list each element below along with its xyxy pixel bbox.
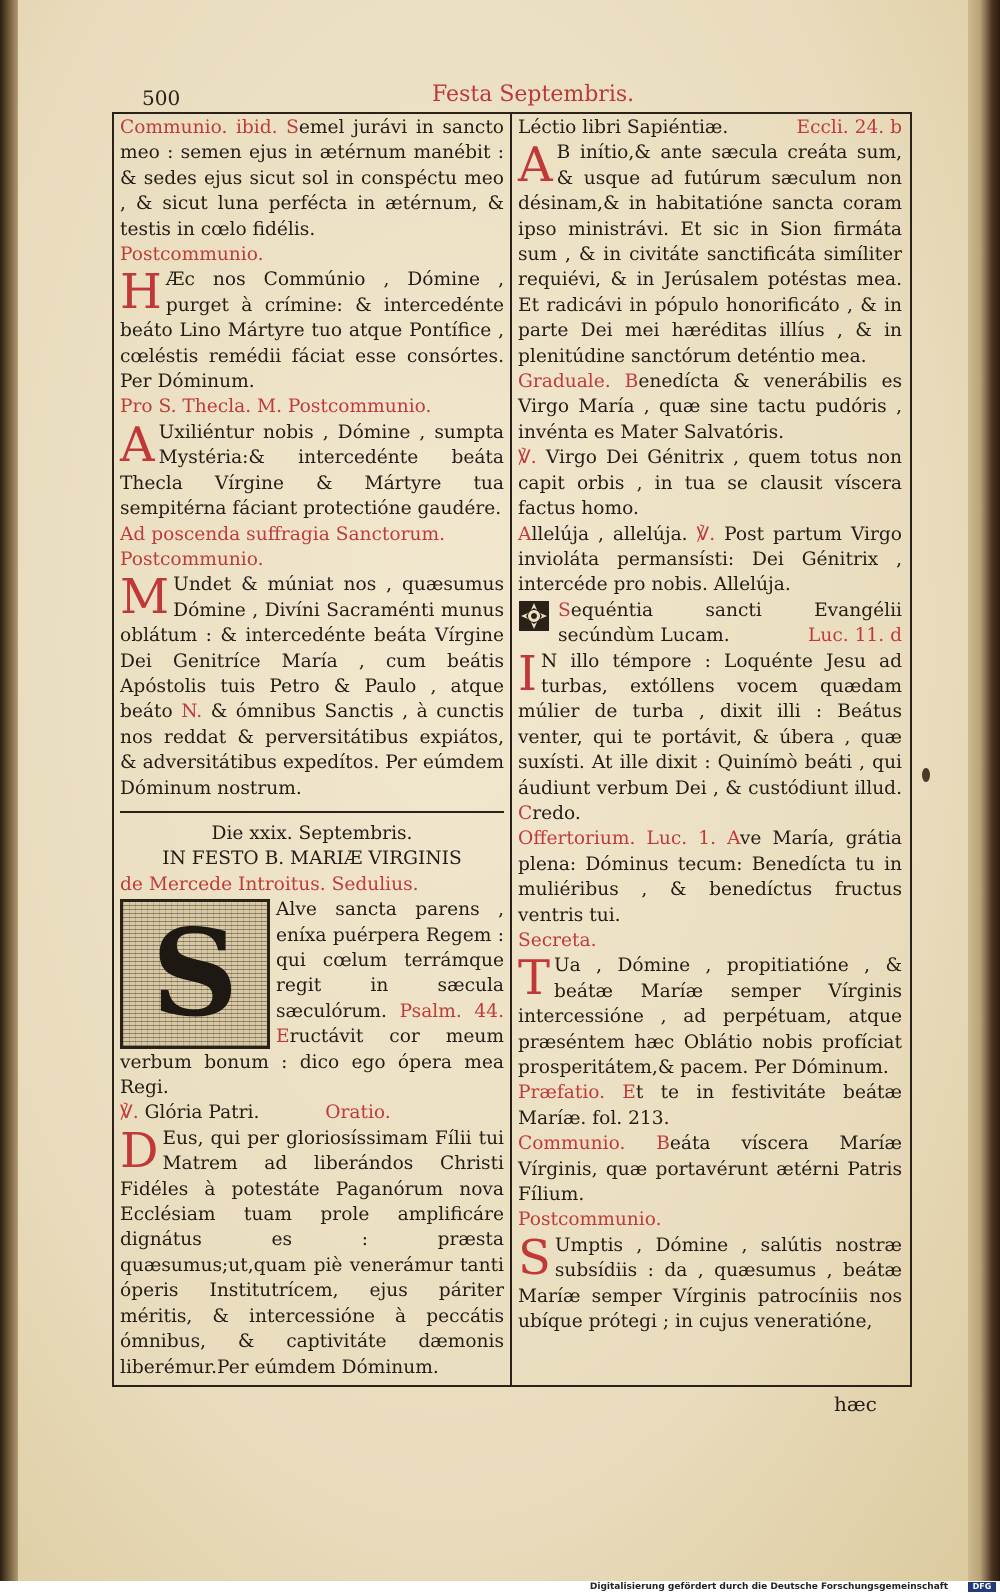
postcommunio-paragraph-right [518, 1229, 902, 1335]
gloria-text: Glória Patri. [144, 1102, 260, 1124]
communio-label-right: Communio. [518, 1133, 626, 1155]
offertorium-initial: A [727, 828, 740, 850]
drop-cap-t: T [518, 950, 551, 1007]
psalm-text: ructávit cor meum verbum bonum : dico ego ópera mea Regi. [120, 1026, 504, 1099]
drop-cap-m: M [120, 569, 170, 626]
gloria-line [120, 1100, 504, 1125]
drop-cap-i: I [518, 645, 537, 702]
postcommunio-paragraph-2 [120, 569, 504, 801]
oratio-title: Oratio. [325, 1102, 391, 1124]
communio-paragraph-right [518, 1131, 902, 1207]
praefatio-text: t te in festivitáte beátæ Maríæ. fol. 213. [518, 1082, 902, 1129]
oratio-text: Eus, qui per gloriosíssimam Fílii tui Matrem ad liberándos Christi Fidéles à potestáte Paganórum nova Ecclésiam tuam prole amplificáre dignátus es : præsta quæsumus;ut,quam piè venerámur tanti óperis Institutrícem, ejus páriter méritis, & intercessióne à peccátis ómnibus, & captivitáte dæmonis liberémur.Per eúmdem Dóminum. [120, 1127, 504, 1378]
lectio-text: B inítio,& ante sæcula creáta sum, & usque ad futúrum sæculum non désinam,& in habitatióne sancta coram ipso ministrávi. Et sic in Sion firmáta sum , & in civitáte sanctificáta simíliter requiévi, & in Jerúsalem potéstas mea. Et radicávi in pópulo honorificáto , & in parte Dei mei hæréditas illíus , & in plenitúdine sanctórum deténtio mea. [518, 142, 902, 367]
versicle-text-2: Post partum Virgo invioláta permansísti: Dei Génitrix , intercéde pro nobis. Allelúja. [518, 523, 902, 596]
thecla-paragraph [120, 416, 504, 522]
psalm-initial: E [276, 1026, 290, 1048]
graduale-text: enedícta & venerábilis es Virgo María , quæ sine tactu pudóris , invénta es Mater Salvatóris. [518, 371, 902, 443]
evangelium-text: N illo témpore : Loquénte Jesu ad turbas, extóllens vocem quædam múlier de turba , dixit illi : Beátus venter, qui te portávit, & úbera , quæ suxísti. At ille dixit : Quinímò beáti , qui áudiunt verbum Dei , & custódiunt illud. [518, 650, 902, 799]
postcommunio-text-2b: & ómnibus Sanctis , à cunctis nos reddat & perversitátibus expiátos, & adversitátibus expedítos. Per eúmdem Dóminum nostrum. [120, 701, 504, 799]
name-placeholder-n: N. [181, 701, 203, 723]
left-rule [112, 112, 114, 1387]
drop-cap-d: D [120, 1122, 159, 1179]
secreta-text: Ua , Dómine , propitiatióne , & beátæ Maríæ semper Vírginis intercessióne , ad perpétuam, atque præséntem hæc Oblátio nobis profíciat prosperitátem,& pacem. Per Dóminum. [518, 955, 902, 1079]
communio-text-right: eáta víscera Maríæ Vírginis, quæ portavérunt ætérni Patris Fílium. [518, 1133, 902, 1206]
versicle-text-1: Virgo Dei Génitrix , quem totus non capit orbis , in tua se clausit víscera factus homo. [518, 447, 902, 520]
ink-stain [922, 768, 930, 782]
alleluia-text: llelúja , allelúja. [531, 523, 688, 545]
feast-title: IN FESTO B. MARIÆ VIRGINIS [162, 848, 462, 870]
postcommunio-text-right: Umptis , Dómine , salútis nostræ subsídiis : da , quæsumus , beátæ Maríæ semper Vírginis patrocíniis nos ubíque prótegi ; in cujus veneratióne, [518, 1234, 902, 1333]
graduale-label: Graduale. [518, 371, 611, 393]
communio-initial: S [286, 117, 299, 138]
praefatio-paragraph [518, 1080, 902, 1131]
drop-cap-h: H [120, 264, 162, 321]
postcommunio-text-2a: Undet & múniat nos , quæsumus Dómine , Divíni Sacraménti munus oblátum : & intercedénte beáta Vírgine Dei Genitríce María , cum beátis Apóstolis tuis Petro & Paulo , atque beáto [120, 574, 504, 723]
communio-paragraph [120, 115, 504, 242]
secreta-title: Secreta. [518, 930, 597, 951]
suffragia-title: Ad poscenda suffragia Sanctorum. [120, 523, 446, 545]
postcommunio-title-2: Postcommunio. [120, 548, 264, 570]
postcommunio-text-1: Æc nos Commúnio , Dómine , purget à crímine: & intercedénte beáto Lino Mártyre tuo atque Pontífice , cœléstis remédii fáciat esse consórtes. Per Dóminum. [120, 269, 504, 393]
drop-cap-s: S [518, 1229, 551, 1286]
introitus-paragraph [120, 897, 504, 1100]
left-column [120, 115, 504, 1380]
fleuron-ornament-icon [518, 600, 550, 632]
running-title: Festa Septembris. [432, 82, 635, 107]
lectio-header [518, 115, 902, 140]
communio-text: emel jurávi in sancto meo : semen ejus in ætérnum manébit : & sedes ejus sicut sol in conspéctu meo , & sicut luna perfécta in ætérnum, & testis in cœlo fidélis. [120, 117, 504, 240]
postcommunio-title-1: Postcommunio. [120, 244, 264, 266]
versicle-symbol-2: ℣. [696, 523, 716, 545]
footer-credit: Digitalisierung gefördert durch die Deutsche Forschungsgemeinschaft [589, 1582, 948, 1592]
communio-label: Communio. ibid. [120, 117, 278, 138]
postcommunio-title-right: Postcommunio. [518, 1209, 662, 1231]
lectio-paragraph [518, 137, 902, 369]
lectio-label: Léctio libri Sapiéntiæ. [518, 117, 729, 138]
sequentia-paragraph [518, 598, 902, 649]
thecla-title: Pro S. Thecla. M. Postcommunio. [120, 396, 432, 418]
alleluia-paragraph [518, 522, 902, 598]
graduale-paragraph [518, 369, 902, 445]
sequentia-reference: Luc. 11. d [808, 625, 902, 647]
offertorium-label: Offertorium. Luc. 1. [518, 828, 717, 850]
alleluia-initial: A [518, 523, 532, 545]
top-rule [112, 112, 912, 114]
praefatio-initial: E [622, 1082, 636, 1104]
graduale-initial: B [624, 371, 639, 393]
right-rule [910, 112, 912, 1387]
versicle-symbol: ℣. [120, 1102, 139, 1124]
oratio-paragraph [120, 1122, 504, 1380]
versicle-symbol-1: ℣. [518, 447, 537, 469]
secreta-paragraph [518, 950, 902, 1080]
evangelium-paragraph [518, 645, 902, 827]
introitus-title: de Mercede Introitus. Sedulius. [120, 873, 419, 895]
bottom-rule [112, 1385, 912, 1387]
praefatio-label: Præfatio. [518, 1082, 606, 1104]
introitus-text: Alve sancta parens , eníxa puérpera Regem : qui cœlum terrámque regit in sæcula sæculórum. [276, 899, 504, 1022]
woodcut-initial-s [120, 899, 270, 1049]
date-line: Die xxix. Septembris. [211, 822, 413, 844]
communio-initial-right: B [656, 1133, 670, 1155]
catchword: hæc [834, 1392, 877, 1416]
section-divider [120, 811, 504, 813]
drop-cap-a: A [120, 416, 155, 473]
sequentia-initial: S [558, 599, 571, 621]
right-column [518, 115, 902, 1335]
credo-initial: C [518, 802, 533, 824]
sequentia-text: equéntia sancti Evangélii secúndùm Lucam. [558, 599, 902, 647]
lectio-reference: Eccli. 24. b [796, 117, 902, 138]
offertorium-text: ve María, grátia plena: Dóminus tecum: Benedícta tu in muliéribus , & benedíctus fructus ventris tui. [518, 828, 902, 926]
woodcut-letter: S [151, 903, 239, 1045]
dfg-logo: DFG [968, 1582, 996, 1592]
drop-cap-a-lectio: A [518, 137, 553, 194]
page-number: 500 [142, 86, 181, 110]
versicle-paragraph-1 [518, 445, 902, 521]
column-divider [510, 112, 512, 1387]
psalm-label: Psalm. 44. [399, 1000, 504, 1022]
offertorium-paragraph [518, 826, 902, 928]
thecla-text: Uxiliéntur nobis , Dómine , sumpta Mystéria:& intercedénte beáta Thecla Vírgine & Mártyre tua sempitérna fáciant protectióne gaudére. [120, 421, 504, 520]
credo-text: redo. [532, 802, 581, 824]
postcommunio-paragraph-1 [120, 264, 504, 394]
